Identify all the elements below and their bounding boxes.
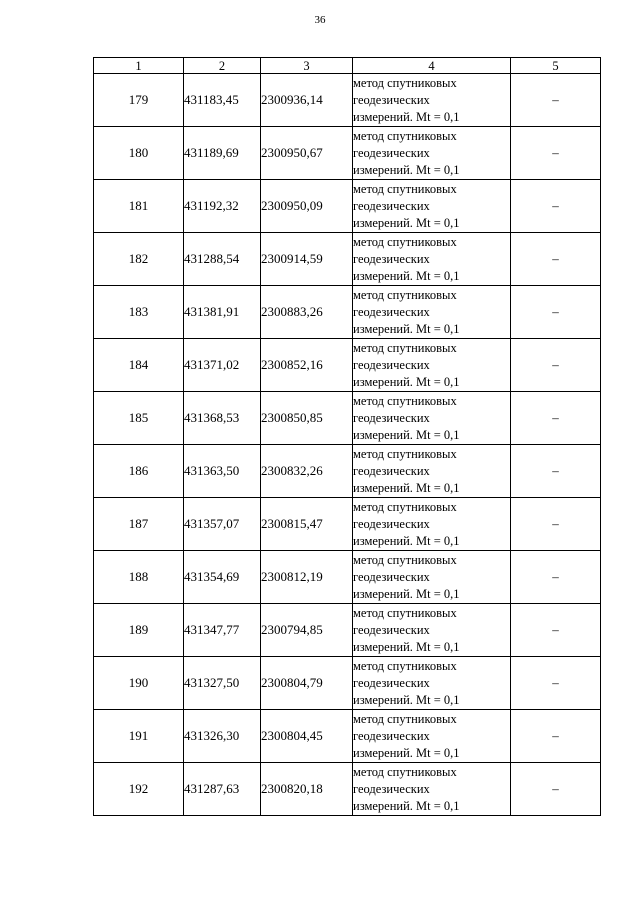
point-number-cell: 179: [94, 74, 184, 127]
method-cell: [353, 286, 511, 339]
method-line: измерений. Mt = 0,1: [353, 374, 460, 389]
note-cell: –: [511, 710, 601, 763]
note-cell: –: [511, 445, 601, 498]
method-line: измерений. Mt = 0,1: [353, 215, 460, 230]
x-coordinate-cell: 431287,63: [184, 763, 261, 816]
x-coordinate-cell: 431327,50: [184, 657, 261, 710]
x-coordinate-cell: 431189,69: [184, 127, 261, 180]
method-cell: [353, 392, 511, 445]
x-coordinate-cell: 431381,91: [184, 286, 261, 339]
x-coordinate-cell: 431326,30: [184, 710, 261, 763]
page-number: 36: [314, 14, 326, 26]
point-number-cell: 187: [94, 498, 184, 551]
point-number-cell: 180: [94, 127, 184, 180]
note-cell: –: [511, 551, 601, 604]
x-coordinate-cell: 431371,02: [184, 339, 261, 392]
method-cell: [353, 339, 511, 392]
method-line: геодезических: [353, 569, 430, 584]
point-number-cell: 181: [94, 180, 184, 233]
x-coordinate-cell: 431357,07: [184, 498, 261, 551]
y-coordinate-cell: 2300820,18: [261, 763, 353, 816]
y-coordinate-cell: 2300950,67: [261, 127, 353, 180]
method-line: метод спутниковых: [353, 764, 457, 779]
y-coordinate-cell: 2300794,85: [261, 604, 353, 657]
method-cell: [353, 657, 511, 710]
y-coordinate-cell: 2300950,09: [261, 180, 353, 233]
point-number-cell: 191: [94, 710, 184, 763]
note-cell: –: [511, 74, 601, 127]
x-coordinate-cell: 431347,77: [184, 604, 261, 657]
table-row: [94, 339, 601, 392]
method-cell: [353, 127, 511, 180]
method-line: метод спутниковых: [353, 181, 457, 196]
note-cell: –: [511, 392, 601, 445]
x-coordinate-cell: 431288,54: [184, 233, 261, 286]
method-line: геодезических: [353, 410, 430, 425]
point-number-cell: 190: [94, 657, 184, 710]
method-line: измерений. Mt = 0,1: [353, 798, 460, 813]
method-line: измерений. Mt = 0,1: [353, 745, 460, 760]
note-cell: –: [511, 763, 601, 816]
table-row: [94, 604, 601, 657]
method-line: измерений. Mt = 0,1: [353, 586, 460, 601]
note-cell: –: [511, 286, 601, 339]
method-line: метод спутниковых: [353, 605, 457, 620]
coordinates-table: [93, 57, 601, 816]
method-line: измерений. Mt = 0,1: [353, 692, 460, 707]
note-cell: –: [511, 180, 601, 233]
y-coordinate-cell: 2300936,14: [261, 74, 353, 127]
note-cell: –: [511, 498, 601, 551]
method-line: измерений. Mt = 0,1: [353, 480, 460, 495]
method-line: геодезических: [353, 92, 430, 107]
method-cell: [353, 233, 511, 286]
method-line: метод спутниковых: [353, 552, 457, 567]
method-line: измерений. Mt = 0,1: [353, 639, 460, 654]
point-number-cell: 189: [94, 604, 184, 657]
method-line: метод спутниковых: [353, 499, 457, 514]
method-line: геодезических: [353, 675, 430, 690]
x-coordinate-cell: 431192,32: [184, 180, 261, 233]
method-cell: [353, 551, 511, 604]
table-row: [94, 710, 601, 763]
point-number-cell: 184: [94, 339, 184, 392]
y-coordinate-cell: 2300812,19: [261, 551, 353, 604]
method-cell: [353, 710, 511, 763]
column-header: 3: [261, 58, 353, 74]
point-number-cell: 183: [94, 286, 184, 339]
point-number-cell: 182: [94, 233, 184, 286]
method-cell: [353, 604, 511, 657]
table-row: [94, 551, 601, 604]
x-coordinate-cell: 431354,69: [184, 551, 261, 604]
table-row: [94, 657, 601, 710]
table-row: [94, 498, 601, 551]
x-coordinate-cell: 431363,50: [184, 445, 261, 498]
column-header: 1: [94, 58, 184, 74]
method-line: измерений. Mt = 0,1: [353, 533, 460, 548]
method-line: метод спутниковых: [353, 287, 457, 302]
point-number-cell: 186: [94, 445, 184, 498]
method-line: геодезических: [353, 251, 430, 266]
method-line: метод спутниковых: [353, 711, 457, 726]
method-line: метод спутниковых: [353, 75, 457, 90]
method-line: измерений. Mt = 0,1: [353, 321, 460, 336]
point-number-cell: 188: [94, 551, 184, 604]
method-line: метод спутниковых: [353, 393, 457, 408]
table-header-row: [94, 58, 601, 74]
table-row: [94, 233, 601, 286]
table-row: [94, 127, 601, 180]
method-line: измерений. Mt = 0,1: [353, 162, 460, 177]
method-line: геодезических: [353, 463, 430, 478]
table-row: [94, 286, 601, 339]
note-cell: –: [511, 657, 601, 710]
method-line: метод спутниковых: [353, 658, 457, 673]
method-line: метод спутниковых: [353, 234, 457, 249]
method-line: метод спутниковых: [353, 446, 457, 461]
method-cell: [353, 74, 511, 127]
method-line: измерений. Mt = 0,1: [353, 268, 460, 283]
column-header: 4: [353, 58, 511, 74]
y-coordinate-cell: 2300850,85: [261, 392, 353, 445]
method-cell: [353, 180, 511, 233]
point-number-cell: 185: [94, 392, 184, 445]
x-coordinate-cell: 431183,45: [184, 74, 261, 127]
note-cell: –: [511, 604, 601, 657]
note-cell: –: [511, 127, 601, 180]
table-row: [94, 180, 601, 233]
method-line: геодезических: [353, 516, 430, 531]
method-line: геодезических: [353, 781, 430, 796]
column-header: 5: [511, 58, 601, 74]
method-line: измерений. Mt = 0,1: [353, 427, 460, 442]
method-line: геодезических: [353, 357, 430, 372]
y-coordinate-cell: 2300804,79: [261, 657, 353, 710]
method-cell: [353, 763, 511, 816]
method-line: геодезических: [353, 728, 430, 743]
y-coordinate-cell: 2300914,59: [261, 233, 353, 286]
method-cell: [353, 445, 511, 498]
y-coordinate-cell: 2300852,16: [261, 339, 353, 392]
y-coordinate-cell: 2300815,47: [261, 498, 353, 551]
method-cell: [353, 498, 511, 551]
note-cell: –: [511, 233, 601, 286]
y-coordinate-cell: 2300804,45: [261, 710, 353, 763]
method-line: геодезических: [353, 198, 430, 213]
table-row: [94, 445, 601, 498]
method-line: геодезических: [353, 622, 430, 637]
y-coordinate-cell: 2300832,26: [261, 445, 353, 498]
table-row: [94, 392, 601, 445]
x-coordinate-cell: 431368,53: [184, 392, 261, 445]
method-line: метод спутниковых: [353, 340, 457, 355]
method-line: метод спутниковых: [353, 128, 457, 143]
column-header: 2: [184, 58, 261, 74]
table-row: [94, 763, 601, 816]
point-number-cell: 192: [94, 763, 184, 816]
y-coordinate-cell: 2300883,26: [261, 286, 353, 339]
note-cell: –: [511, 339, 601, 392]
method-line: геодезических: [353, 145, 430, 160]
method-line: геодезических: [353, 304, 430, 319]
method-line: измерений. Mt = 0,1: [353, 109, 460, 124]
table-row: [94, 74, 601, 127]
